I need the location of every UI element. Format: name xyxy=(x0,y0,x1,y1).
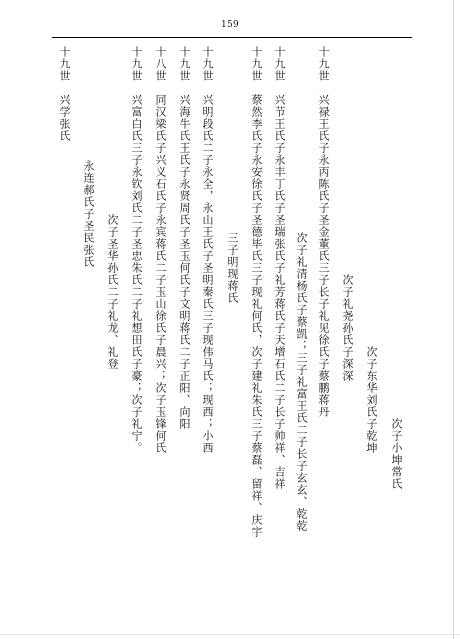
genealogy-column: 十九世 兴节王氏子永丰丁氏子圣瑞张氏子礼芳蒋氏子天增石氏二子长子帅祥、吉祥 xyxy=(273,46,286,490)
genealogy-column: 十九世 兴海牛氏王氏子永贤周氏子圣玉何氏子文明蒋氏二子正阳、向阳 xyxy=(178,46,191,430)
genealogy-column: 次子东华刘氏子乾坤 xyxy=(365,346,378,454)
genealogy-column: 次子礼清杨氏子蔡凯；三子礼富王氏二子长子玄玄、乾乾 xyxy=(295,232,308,532)
page-edge xyxy=(0,634,460,635)
genealogy-column: 次子礼尧孙氏子深深 xyxy=(341,274,354,382)
genealogy-column: 十九世 兴富白氏三子永钦刘氏二子圣忠朱氏二子礼想田氏子豪；次子礼宁。 xyxy=(130,46,143,454)
genealogy-column: 十九世 蔡然李氏子永安徐氏子圣德毕氏三子现礼何氏，次子建礼朱氏三子蔡磊、留祥、庆宇 xyxy=(250,46,263,538)
genealogy-column: 次子小坤常氏 xyxy=(390,418,403,490)
page-edge xyxy=(453,0,454,639)
genealogy-column: 永连郝氏子圣民张氏 xyxy=(82,160,95,268)
genealogy-column: 十八世 同汉梁氏子兴义石氏子永宾蒋氏二子玉山徐氏子晨兴；次子玉锋何氏 xyxy=(154,46,167,454)
genealogy-column: 十九世 兴明段氏二子永全，永山王氏子圣明秦氏三子现伟马氏；现西；小西 xyxy=(201,46,214,454)
genealogy-column: 三子明现蒋氏 xyxy=(226,232,239,304)
header-rule xyxy=(52,37,412,38)
page-number: 159 xyxy=(220,20,240,30)
genealogy-column: 次子圣华孙氏二子礼龙、礼登 xyxy=(106,214,119,370)
genealogy-column: 十九世 兴禄王氏子永丙陈氏子圣金董氏三子长子礼见徐氏子蔡鹏蒋丹 xyxy=(317,46,330,418)
genealogy-column: 十九世 兴学张氏 xyxy=(58,46,71,142)
